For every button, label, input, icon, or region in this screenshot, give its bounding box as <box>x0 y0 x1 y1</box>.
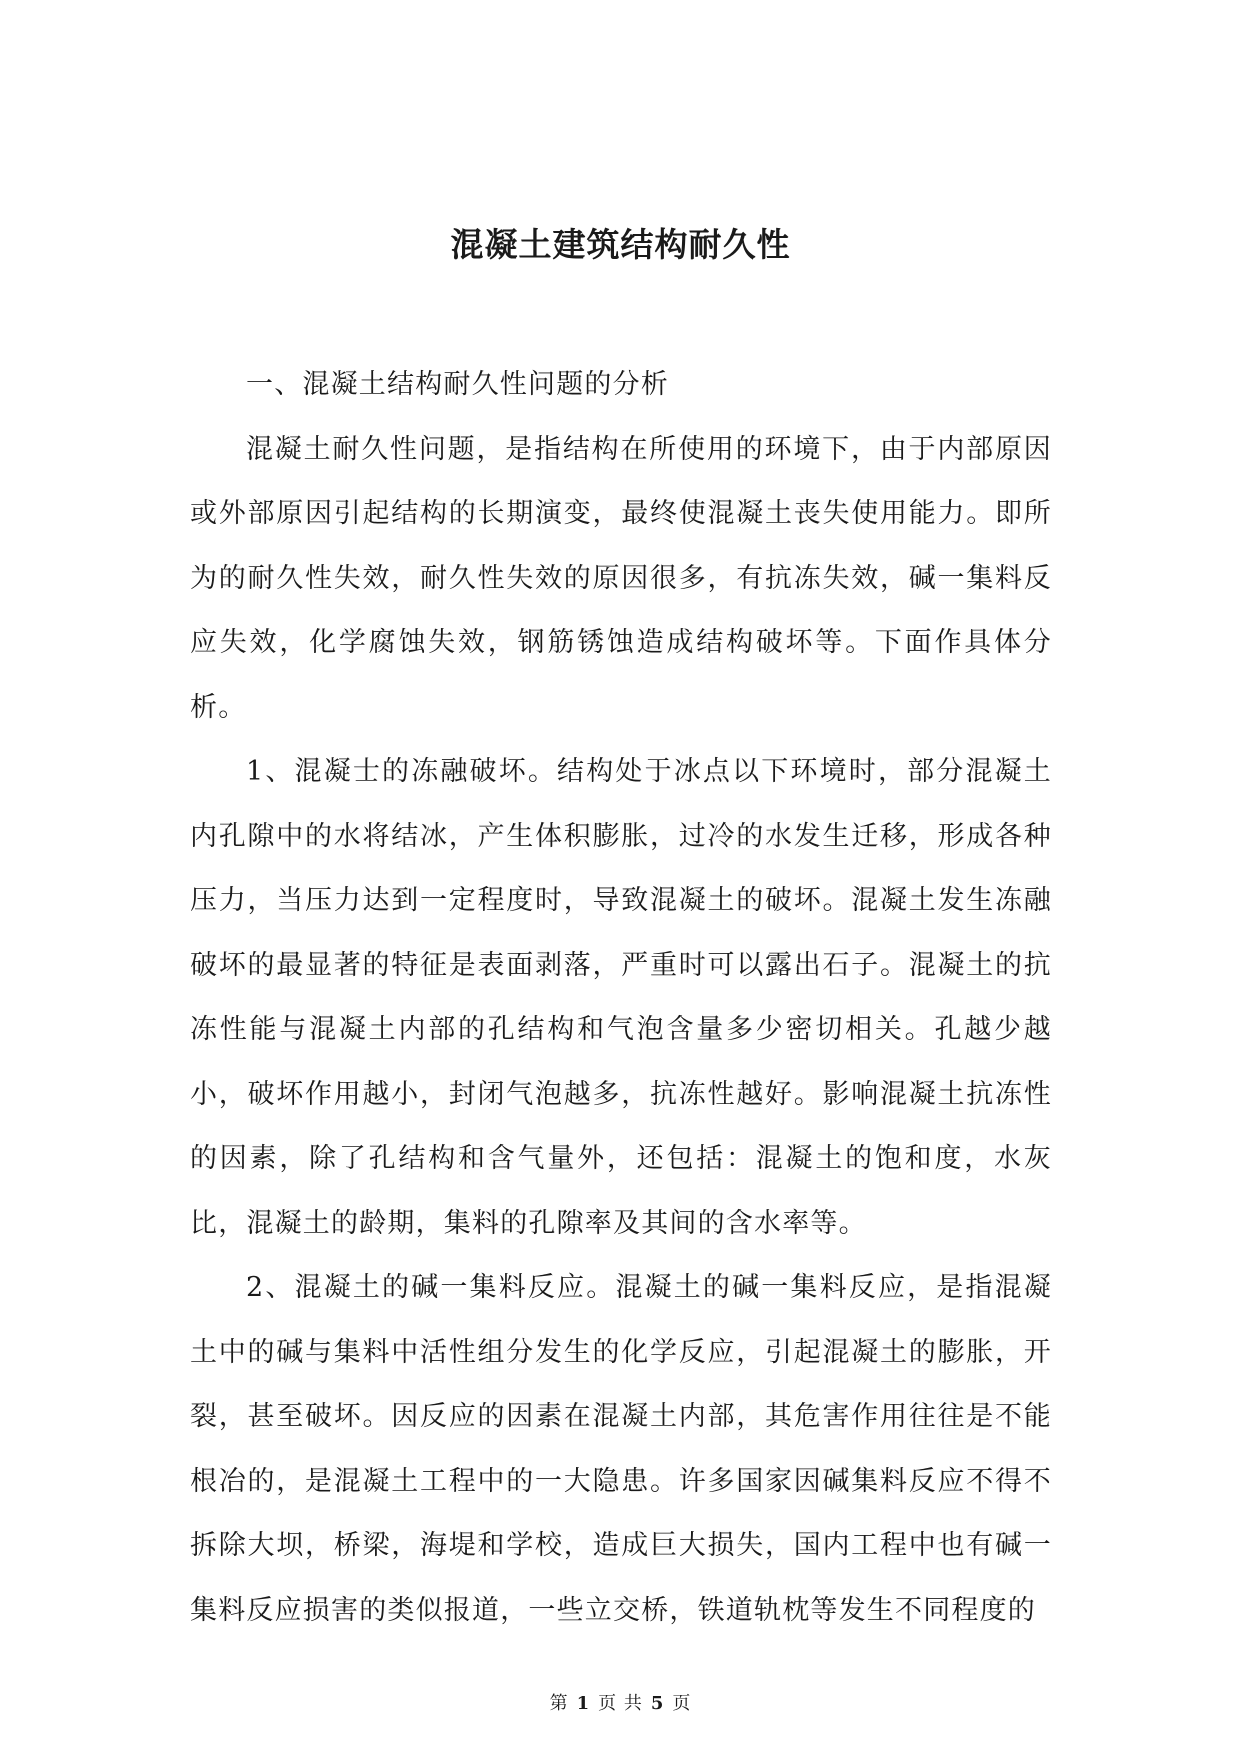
footer-middle: 页 共 <box>598 1693 643 1714</box>
footer-current-page: 1 <box>576 1693 591 1714</box>
footer-total-pages: 5 <box>650 1693 665 1714</box>
footer-suffix: 页 <box>672 1693 692 1714</box>
document-body <box>190 353 1052 1643</box>
paragraph-alkali-aggregate: 2、混凝土的碱一集料反应。混凝土的碱一集料反应，是指混凝土中的碱与集料中活性组分发生的化学反应，引起混凝土的膨胀，开裂，甚至破坏。因反应的因素在混凝土内部，其危害作用往往是不能根冶的，是混凝土工程中的一大隐患。许多国家因碱集料反应不得不拆除大坝，桥梁，海堤和学校，造成巨大损失，国内工程中也有碱一集料反应损害的类似报道，一些立交桥，铁道轨枕等发生不同程度的 <box>190 1272 1052 1626</box>
footer-prefix: 第 <box>549 1693 569 1714</box>
paragraph-freeze-thaw: 1、混凝士的冻融破坏。结构处于冰点以下环境时，部分混凝土内孔隙中的水将结冰，产生体积膨胀，过冷的水发生迁移，形成各种压力，当压力达到一定程度时，导致混凝土的破坏。混凝土发生冻融破坏的最显著的特征是表面剥落，严重时可以露出石子。混凝土的抗冻性能与混凝土内部的孔结构和气泡含量多少密切相关。孔越少越小，破坏作用越小，封闭气泡越多，抗冻性越好。影响混凝土抗冻性的因素，除了孔结构和含气量外，还包括：混凝土的饱和度，水灰比，混凝土的龄期，集料的孔隙率及其间的含水率等。 <box>190 756 1052 1239</box>
section-heading: 一、混凝土结构耐久性问题的分析 <box>246 369 669 400</box>
page-footer <box>0 1692 1241 1716</box>
document-title: 混凝土建筑结构耐久性 <box>450 225 791 264</box>
paragraph-intro: 混凝土耐久性问题，是指结构在所使用的环境下，由于内部原因或外部原因引起结构的长期演变，最终使混凝土丧失使用能力。即所为的耐久性失效，耐久性失效的原因很多，有抗冻失效，碱一集料反应失效，化学腐蚀失效，钢筋锈蚀造成结构破坏等。下面作具体分析。 <box>190 433 1052 723</box>
